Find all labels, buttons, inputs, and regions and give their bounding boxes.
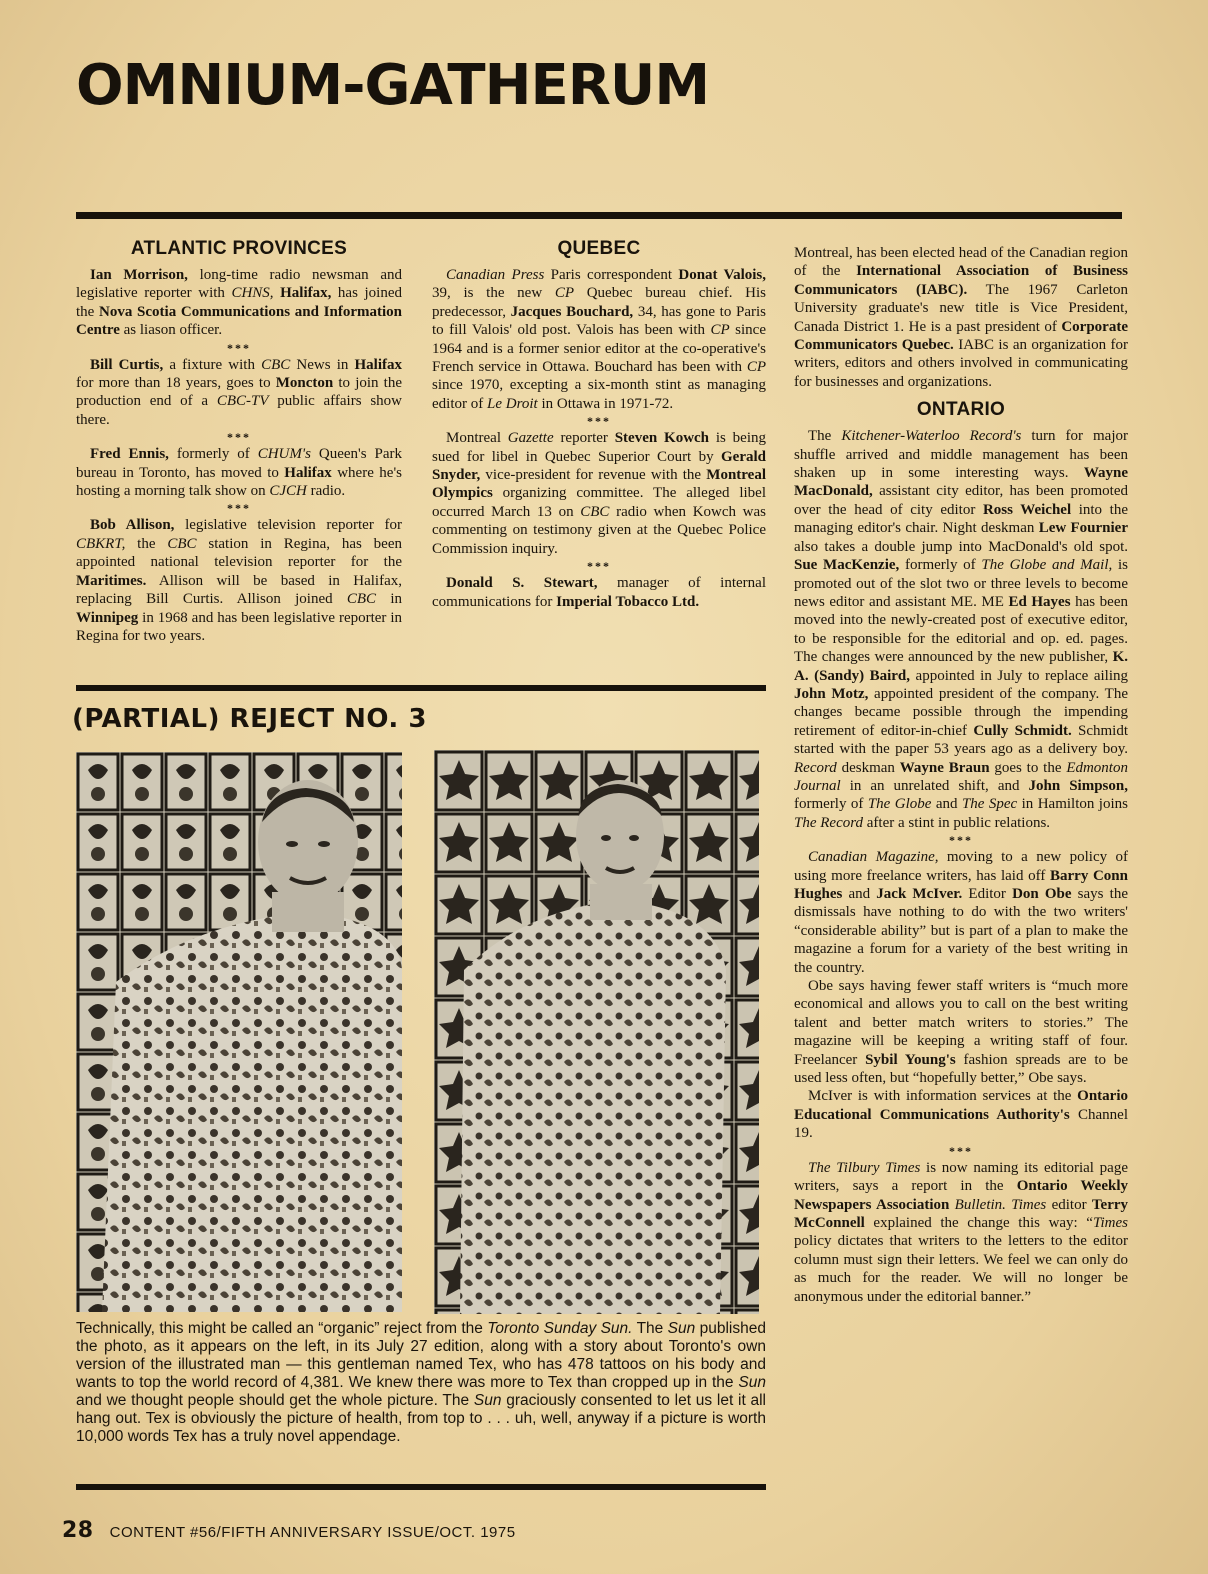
heading-atlantic-provinces: ATLANTIC PROVINCES	[130, 238, 348, 259]
item-tilbury-times: The Tilbury Times is now naming its editorial page writers, says a report in the Ontario Weekly Newspapers Association Bulletin. Times editor Terry McConnell explained the change this way: “Times policy dictates that writers to the letters to the editor column must sign their letters. We feel we can only do as much for the reader. We will no longer be anonymous under the editorial banner.”	[794, 1159, 1129, 1305]
page-number: 28	[62, 1518, 94, 1543]
item-canadian-magazine: Canadian Magazine, moving to a new policy of using more freelance writers, has laid off Barry Conn Hughes and Jack McIver. Editor Don Obe says the dismissals have nothing to do with the two writers' “considerable ability” but is part of a plan to make the magazine a forum for a variety of the best writing in the country.	[794, 849, 1128, 976]
heading-ontario: ONTARIO	[916, 399, 1006, 421]
item-obe-quote: Obe says having fewer staff writers is “much more economical and allows you to call on the best writing talent and better match writers to stories.” The magazine will be keeping a writing staff of four. Freelancer Sybil Young's fashion spreads are to be used less often, but “hopefully better,” Obe says.	[794, 978, 1128, 1087]
separator-stars: ***	[949, 1143, 973, 1158]
item-donat-valois: Canadian Press Paris correspondent Donat Valois, 39, is the new CP Quebec bureau chief. His predecessor, Jacques Bouchard, 34, has gone to Paris to fill Valois' old post. Valois has been with CP since 1964 and is a former senior editor at the co-operative's French service in Ottawa. Bouchard has been with CP since 1970, excepting a six-month stint as managing editor of Le Droit in Ottawa in 1971-72.	[432, 267, 766, 412]
item-donald-stewart-continued: Montreal, has been elected head of the Canadian region of the International Association of Business Communicators (IABC). The 1967 Carleton University graduate's new title is Vice President, Canada District 1. He is a past president of Corporate Communicators Quebec. IABC is an organization for writers, editors and others involved in communicating for businesses and organizations.	[794, 245, 1128, 390]
heading-quebec: QUEBEC	[557, 238, 641, 259]
bottom-rule	[76, 1484, 766, 1490]
item-mciver: McIver is with information services at the Ontario Educational Communications Authority's Channel 19.	[794, 1088, 1128, 1142]
page-footer	[62, 1518, 516, 1543]
separator-stars: ***	[587, 559, 611, 574]
separator-stars: ***	[227, 340, 251, 355]
item-steven-kowch: Montreal Gazette reporter Steven Kowch is being sued for libel in Quebec Superior Court by Gerald Snyder, vice-president for revenue with the Montreal Olympics organizing committee. The alleged libel occurred March 13 on CBC radio when Kowch was commenting on testimony given at the Quebec Police Commission inquiry.	[432, 430, 766, 557]
column-right	[794, 244, 1128, 1306]
item-ian-morrison: Ian Morrison, long-time radio newsman and legislative reporter with CHNS, Halifax, has joined the Nova Scotia Communications and Information Centre as liason officer.	[76, 267, 403, 339]
item-fred-ennis: Fred Ennis, formerly of CHUM's Queen's Park bureau in Toronto, has moved to Halifax where he's hosting a morning talk show on CJCH radio.	[76, 446, 402, 500]
masthead-title: OMNIUM-GATHERUM	[76, 53, 710, 118]
issue-line: CONTENT #56/FIFTH ANNIVERSARY ISSUE/OCT. 1975	[109, 1524, 516, 1541]
separator-stars: ***	[227, 430, 251, 445]
top-rule	[76, 212, 1122, 219]
item-kitchener-waterloo-record: The Kitchener-Waterloo Record's turn for major shuffle arrived and middle management has been shaken up in some interesting ways. Wayne MacDonald, assistant city editor, has been promoted over the head of city editor Ross Weichel into the managing editor's chair. Night deskman Lew Fournier also takes a double jump into MacDonald's old spot. Sue MacKenzie, formerly of The Globe and Mail, is promoted out of the slot two or three levels to become news editor and assistant ME. ME Ed Hayes has been moved into the newly-created post of executive editor, to be responsible for the editorial and op. ed. pages. The changes were announced by the new publisher, K. A. (Sandy) Baird, appointed in July to replace ailing John Motz, appointed president of the company. The changes became possible through the impending retirement of editor-in-chief Cully Schmidt. Schmidt started with the paper 53 years ago as a delivery boy. Record deskman Wayne Braun goes to the Edmonton Journal in an unrelated shift, and John Simpson, formerly of The Globe and The Spec in Hamilton joins The Record after a stint in public relations.	[794, 428, 1128, 831]
separator-stars: ***	[587, 414, 611, 429]
separator-stars: ***	[949, 833, 973, 848]
item-bob-allison: Bob Allison, legislative television reporter for CBKRT, the CBC station in Regina, has been appointed national television reporter for the Maritimes. Allison will be based in Halifax, replacing Bill Curtis. Allison joined CBC in Winnipeg in 1968 and has been legislative reporter in Regina for two years.	[76, 517, 403, 644]
separator-stars: ***	[227, 501, 251, 516]
photo-caption: Technically, this might be called an “organic” reject from the Toronto Sunday Sun. The Sun published the photo, as it appears on the left, in its July 27 edition, along with a story about Toronto's own version of the illustrated man — this gentleman named Tex, who has 478 tattoos on his body and wants to top the world record of 4,381. We knew there was more to Tex than cropped up in the Sun and we thought people should get the whole picture. The Sun graciously consented to let us let it all hang out. Tex is obviously the picture of health, from top to . . . uh, well, anyway if a picture is worth 10,000 words Tex has a truly novel appendage.	[76, 1320, 766, 1445]
item-donald-stewart: Donald S. Stewart, manager of internal communications for Imperial Tobacco Ltd.	[432, 575, 766, 610]
column-atlantic	[76, 236, 402, 645]
item-bill-curtis: Bill Curtis, a fixture with CBC News in Halifax for more than 18 years, goes to Moncton to join the production end of a CBC-TV public affairs show there.	[76, 356, 403, 428]
photo-full-tattooed-man	[434, 750, 759, 1314]
reject-title: (PARTIAL) REJECT NO. 3	[72, 704, 427, 734]
photo-cropped-tattooed-man	[76, 752, 402, 1312]
middle-rule	[76, 685, 766, 691]
column-quebec	[432, 236, 766, 611]
